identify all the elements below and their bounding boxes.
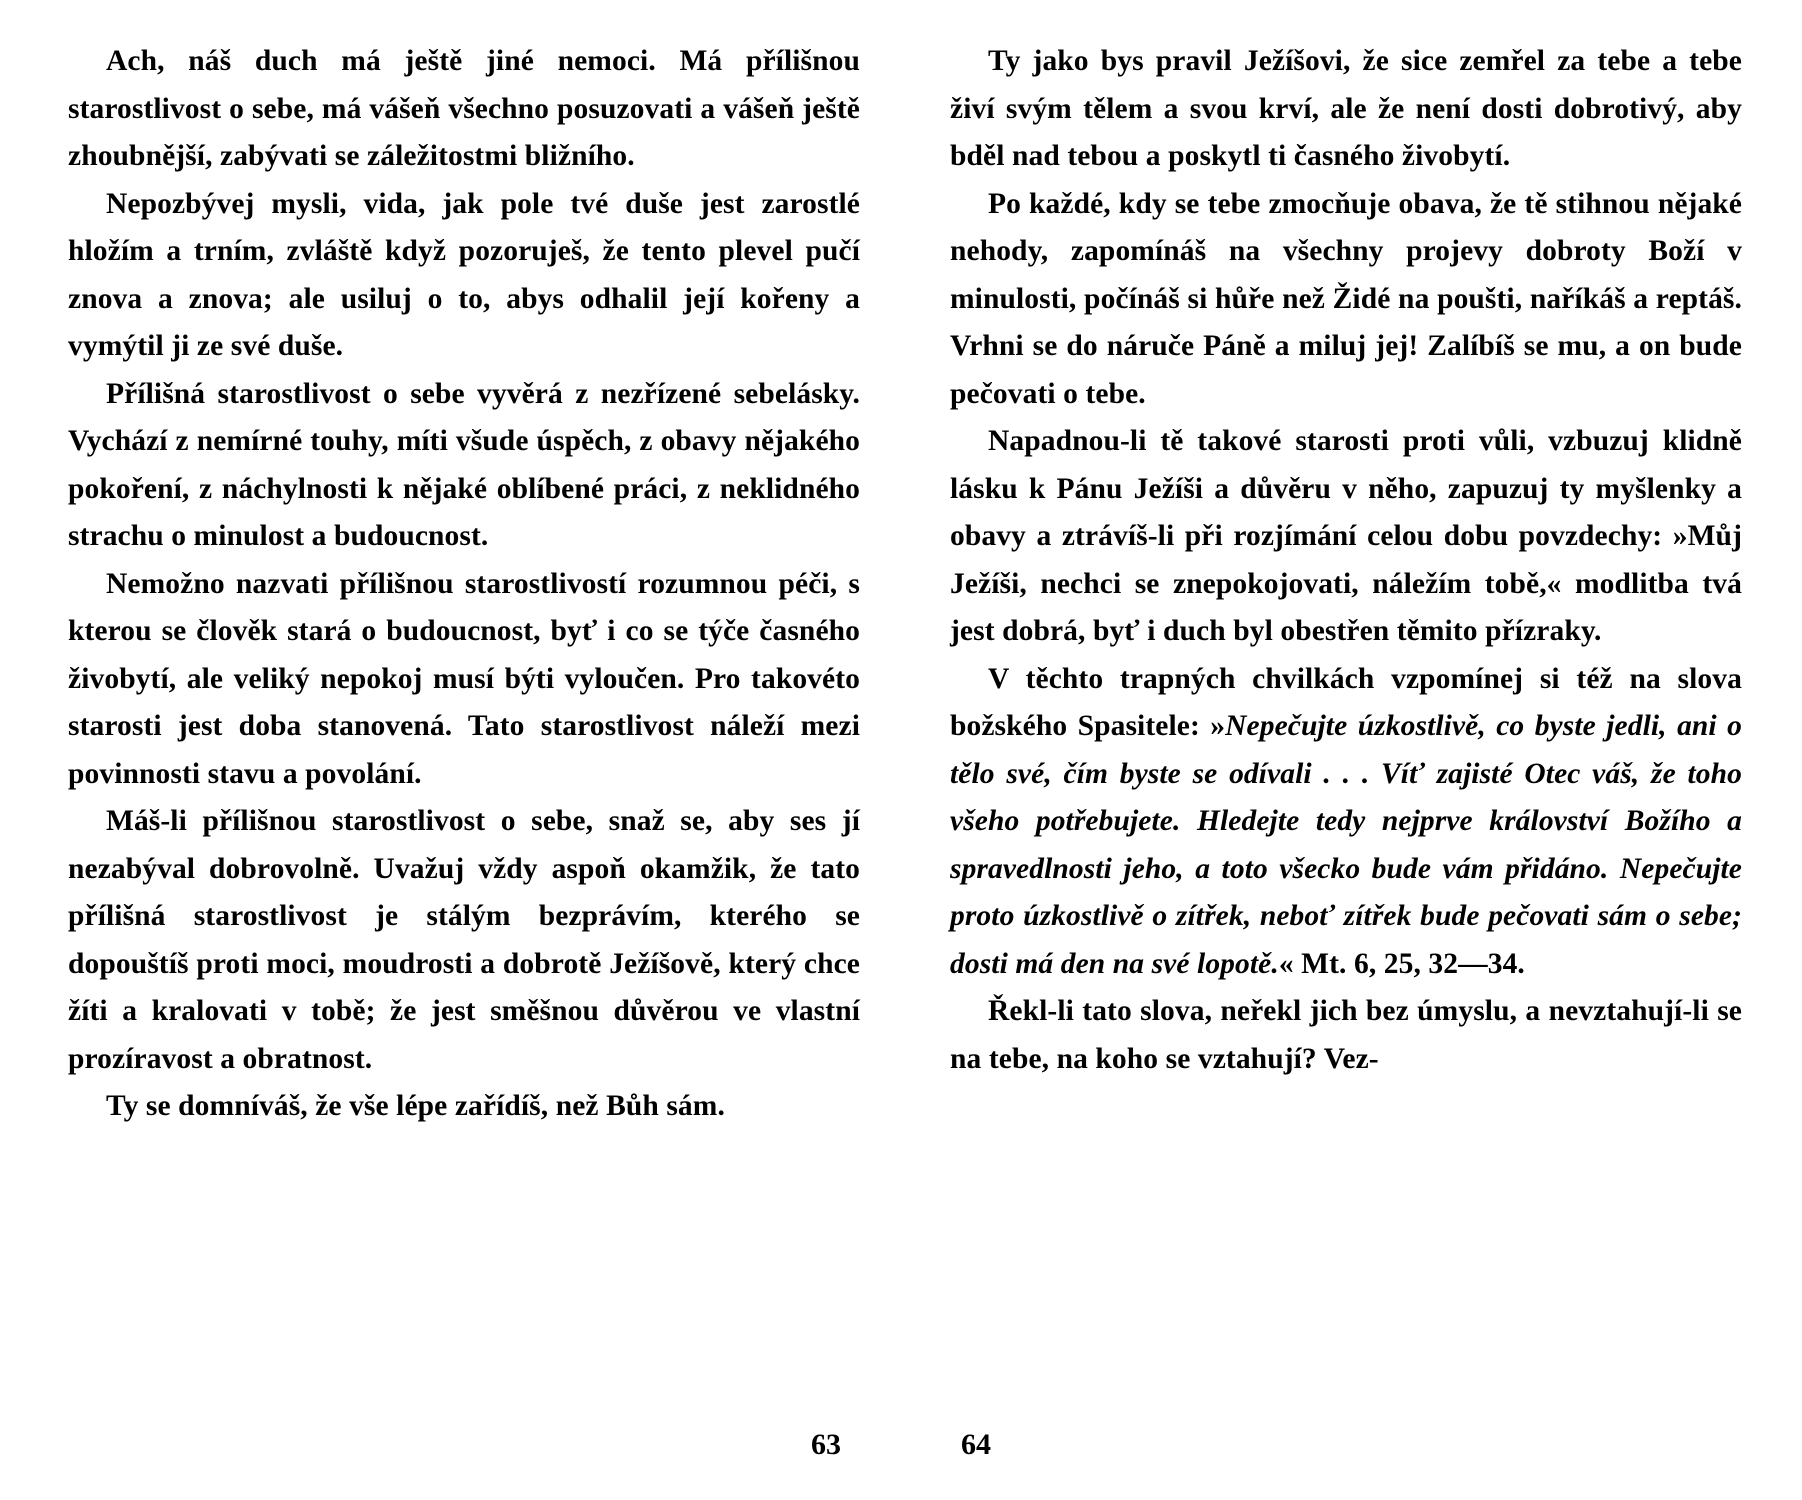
page-number-left: 63 [811,1428,841,1461]
paragraph: Přílišná starostlivost o sebe vyvěrá z nezřízené sebelásky. Vychází z nemírné touhy, míti všude úspěch, z obavy nějakého pokoření, z náchylnosti k nějaké oblíbené práci, z neklidného strachu o minulost a budoucnost. [68,377,860,552]
right-page-body [950,38,1742,1083]
paragraph: Řekl-li tato slova, neřekl jich bez úmyslu, a nevztahují-li se na tebe, na koho se vztahují? Vez- [950,995,1742,1075]
paragraph: Máš-li přílišnou starostlivost o sebe, snaž se, aby ses jí nezabýval dobrovolně. Uvažuj vždy aspoň okamžik, že tato přílišná starostlivost je stálým bezprávím, kterého se dopouštíš proti moci, moudrosti a dobrotě Ježíšově, který chce žíti a kralovati v tobě; že jest směšnou důvěrou ve vlastní prozíravost a obratnost. [68,805,860,1075]
paragraph: Napadnou-li tě takové starosti proti vůli, vzbuzuj klidně lásku k Pánu Ježíši a důvěru v něho, zapuzuj ty myšlenky a obavy a ztrávíš-li při rozjímání celou dobu povzdechy: »Můj Ježíši, nechci se znepokojovati, náležím tobě,« modlitba tvá jest dobrá, byť i duch byl obestřen těmito přízraky. [950,425,1742,647]
scripture-quote-close: « [1278,947,1294,980]
scripture-citation: Mt. 6, 25, 32—34. [1293,947,1525,980]
folio-row [0,1428,1802,1462]
paragraph: Po každé, kdy se tebe zmocňuje obava, že tě stihnou nějaké nehody, zapomínáš na všechny projevy dobroty Boží v minulosti, počínáš si hůře než Židé na poušti, naříkáš a reptáš. Vrhni se do náruče Páně a miluj jej! Zalíbíš se mu, a on bude pečovati o tebe. [950,187,1742,410]
scripture-paragraph [950,656,1742,989]
paragraph: Ach, náš duch má ještě jiné nemoci. Má přílišnou starostlivost o sebe, má vášeň všechno posuzovati a vášeň ještě zhoubnější, zabývati se záležitostmi bližního. [68,45,860,172]
paragraph: Nemožno nazvati přílišnou starostlivostí rozumnou péči, s kterou se člověk stará o budoucnost, byť i co se týče časného živobytí, ale veliký nepokoj musí býti vyloučen. Pro takovéto starosti jest doba stanovená. Tato starostlivost náleží mezi povinnosti stavu a povolání. [68,567,860,790]
left-page [60,38,860,1500]
paragraph: Ty se domníváš, že vše lépe zařídíš, než Bůh sám. [106,1090,725,1122]
paragraph: Ty jako bys pravil Ježíšovi, že sice zemřel za tebe a tebe živí svým tělem a svou krví, ale že není dosti dobrotivý, aby bděl nad tebou a poskytl ti časného živobytí. [950,45,1742,172]
paragraph: Nepozbývej mysli, vida, jak pole tvé duše jest zarostlé hložím a trním, zvláště když pozoruješ, že tento plevel pučí znova a znova; ale usiluj o to, abys odhalil její kořeny a vymýtil ji ze své duše. [68,187,860,362]
left-page-body [68,38,860,1131]
scripture-lead-in: V těchto trapných chvilkách vzpomínej si též na slova božského Spasitele: » [950,662,1742,742]
scripture-quote: Nepečujte úzkostlivě, co byste jedli, ani o tělo své, čím byste se odívali . . . Víť zajisté Otec váš, že toho všeho potřebujete. Hledejte tedy nejprve království Božího a spravedlnosti jeho, a toto všecko bude vám přidáno. Nepečujte proto úzkostlivě o zítřek, neboť zítřek bude pečovati sám o sebe; dosti má den na své lopotě. [950,710,1742,980]
page-number-right: 64 [961,1428,991,1461]
right-page [942,38,1742,1500]
